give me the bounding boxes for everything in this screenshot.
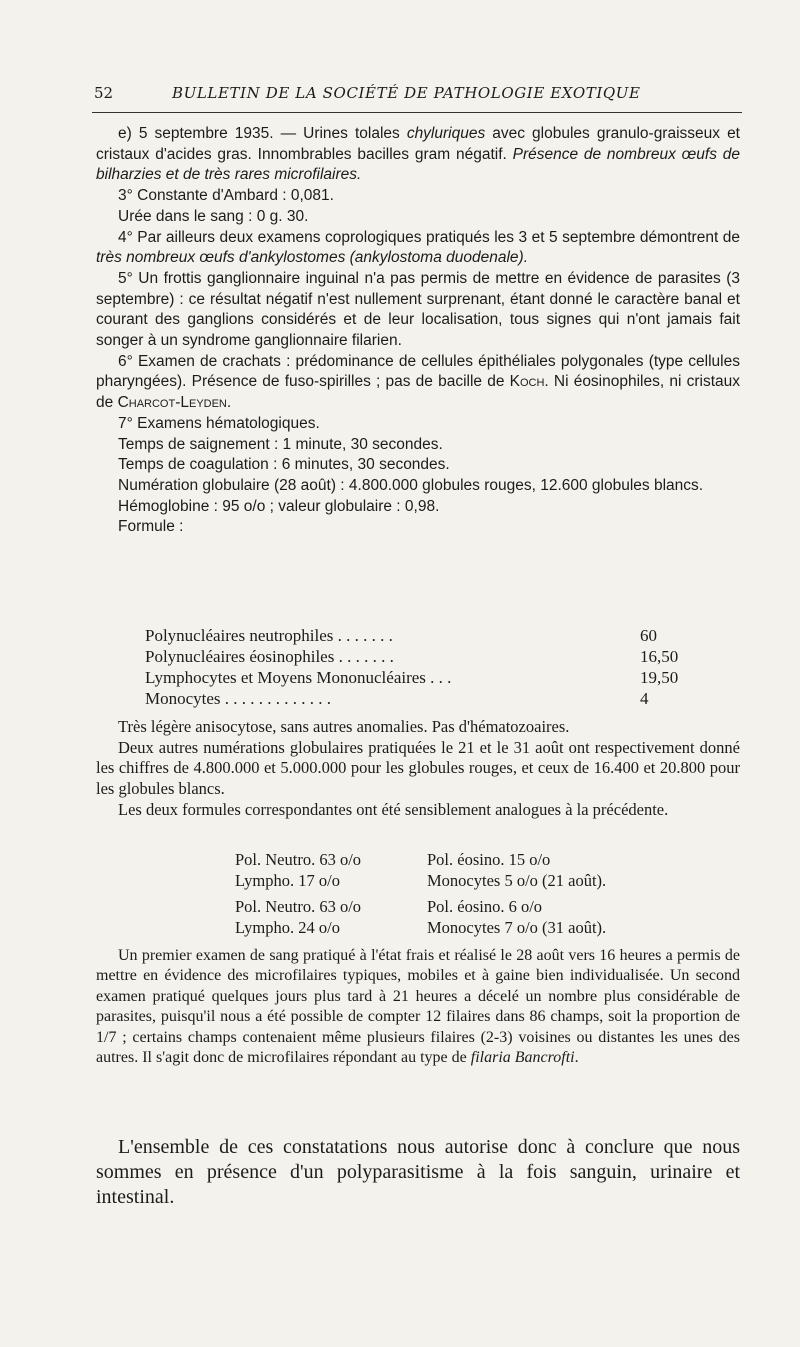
case-findings: [96, 124, 740, 538]
paragraph-formule: Formule :: [118, 518, 184, 536]
count-monocytes: Monocytes 5 o/o (21 août).: [427, 871, 607, 890]
paragraph-numeration: Numération globulaire (28 août) : 4.800.000 globules rouges, 12.600 globules blancs.: [118, 476, 704, 494]
count-neutro: Pol. Neutro. 63 o/o: [235, 850, 362, 869]
row-label: Monocytes . . . . . . . . . . . . .: [145, 689, 332, 708]
paragraph-uree: Urée dans le sang : 0 g. 30.: [118, 207, 309, 225]
row-value: 60: [640, 626, 657, 645]
running-title: BULLETIN DE LA SOCIÉTÉ DE PATHOLOGIE EXOTIQUE: [172, 84, 641, 102]
formula-counts: [235, 850, 715, 944]
paragraph-numerations: Deux autres numérations globulaires pratiquées le 21 et le 31 août ont respectivement donné les chiffres de 4.800.000 et 5.000.000 pour les globules rouges, et ceux de 16.400 et 20.800 pour les globules blancs.: [96, 737, 740, 799]
running-header: [92, 84, 742, 110]
row-label: Polynucléaires neutrophiles . . . . . . .: [145, 626, 393, 645]
table-row: [145, 646, 705, 667]
table-row: [145, 688, 705, 709]
paragraph-coagulation: Temps de coagulation : 6 minutes, 30 secondes.: [118, 456, 450, 474]
after-table-text: [96, 717, 740, 821]
paragraph-e: e) 5 septembre 1935. — Urines tolales chyluriques avec globules granulo-graisseux et cristaux d'acides gras. Innombrables bacilles gram négatif. Présence de nombreux œufs de bilharzies et de très rares microfilaires.: [96, 125, 741, 184]
page-number: 52: [94, 84, 114, 102]
count-monocytes: Monocytes 7 o/o (31 août).: [427, 918, 607, 937]
count-group-21-aout: [235, 850, 715, 890]
paragraph-anisocytose: Très légère anisocytose, sans autres anomalies. Pas d'hématozoaires.: [118, 717, 570, 736]
row-value: 16,50: [640, 647, 679, 666]
blood-exam-text: [96, 946, 740, 1068]
paragraph-frottis: 5° Un frottis ganglionnaire inguinal n'a pas permis de mettre en évidence de parasites (3 septembre) : ce résultat négatif n'est nullement surprenant, étant donné le caractère banal et courant des ganglions considérés et de leur localisation, tous signes qui n'ont jamais fait songer à un syndrome ganglionnaire filarien.: [96, 269, 740, 350]
count-lympho: Lympho. 17 o/o: [235, 871, 340, 890]
count-neutro: Pol. Neutro. 63 o/o: [235, 897, 362, 916]
count-lympho: Lympho. 24 o/o: [235, 918, 340, 937]
formula-table: [145, 625, 705, 709]
paragraph-crachats: 6° Examen de crachats : prédominance de cellules épithéliales polygonales (type cellules pharyngées). Présence de fuso-spirilles ; pas de bacille de Koch. Ni éosinophiles, ni cristaux de Charcot-Leyden.: [96, 352, 740, 412]
table-row: [145, 625, 705, 646]
row-value: 4: [640, 689, 649, 708]
header-rule: [92, 112, 742, 113]
table-row: [145, 667, 705, 688]
row-label: Lymphocytes et Moyens Mononucléaires . . .: [145, 668, 452, 687]
count-eosino: Pol. éosino. 6 o/o: [427, 897, 543, 916]
paragraph-formules: Les deux formules correspondantes ont été sensiblement analogues à la précédente.: [118, 799, 669, 819]
paragraph-coprologie: 4° Par ailleurs deux examens coprologiques pratiqués les 3 et 5 septembre démontrent de très nombreux œufs d'ankylostomes (ankylostoma duodenale).: [96, 228, 740, 267]
paragraph-hematologie: 7° Examens hématologiques.: [118, 414, 320, 432]
paragraph-saignement: Temps de saignement : 1 minute, 30 secondes.: [118, 435, 443, 453]
conclusion-text: L'ensemble de ces constatations nous autorise donc à conclure que nous sommes en présence d'un polyparasitisme à la fois sanguin, urinaire et intestinal.: [96, 1136, 740, 1208]
conclusion: [96, 1135, 740, 1210]
paragraph-hemoglobine: Hémoglobine : 95 o/o ; valeur globulaire : 0,98.: [118, 497, 440, 515]
count-group-31-aout: [235, 897, 715, 937]
row-label: Polynucléaires éosinophiles . . . . . . .: [145, 647, 394, 666]
row-value: 19,50: [640, 668, 679, 687]
paragraph-examen-sang: Un premier examen de sang pratiqué à l'état frais et réalisé le 28 août vers 16 heures a permis de mettre en évidence des microfilaires typiques, mobiles et à gaine bien individualisée. Un second examen pratiqué quelques jours plus tard à 21 heures a décelé un nombre plus considérable de parasites, puisqu'il nous a été possible de compter 12 filaires dans 86 champs, soit la proportion de 1/7 ; certains champs contenaient même plusieurs filaires (2-3) voisines ou distantes les unes des autres. Il s'agit donc de microfilaires répondant au type de filaria Bancrofti.: [96, 947, 740, 1067]
count-eosino: Pol. éosino. 15 o/o: [427, 850, 551, 869]
paragraph-ambard: 3° Constante d'Ambard : 0,081.: [118, 187, 334, 205]
